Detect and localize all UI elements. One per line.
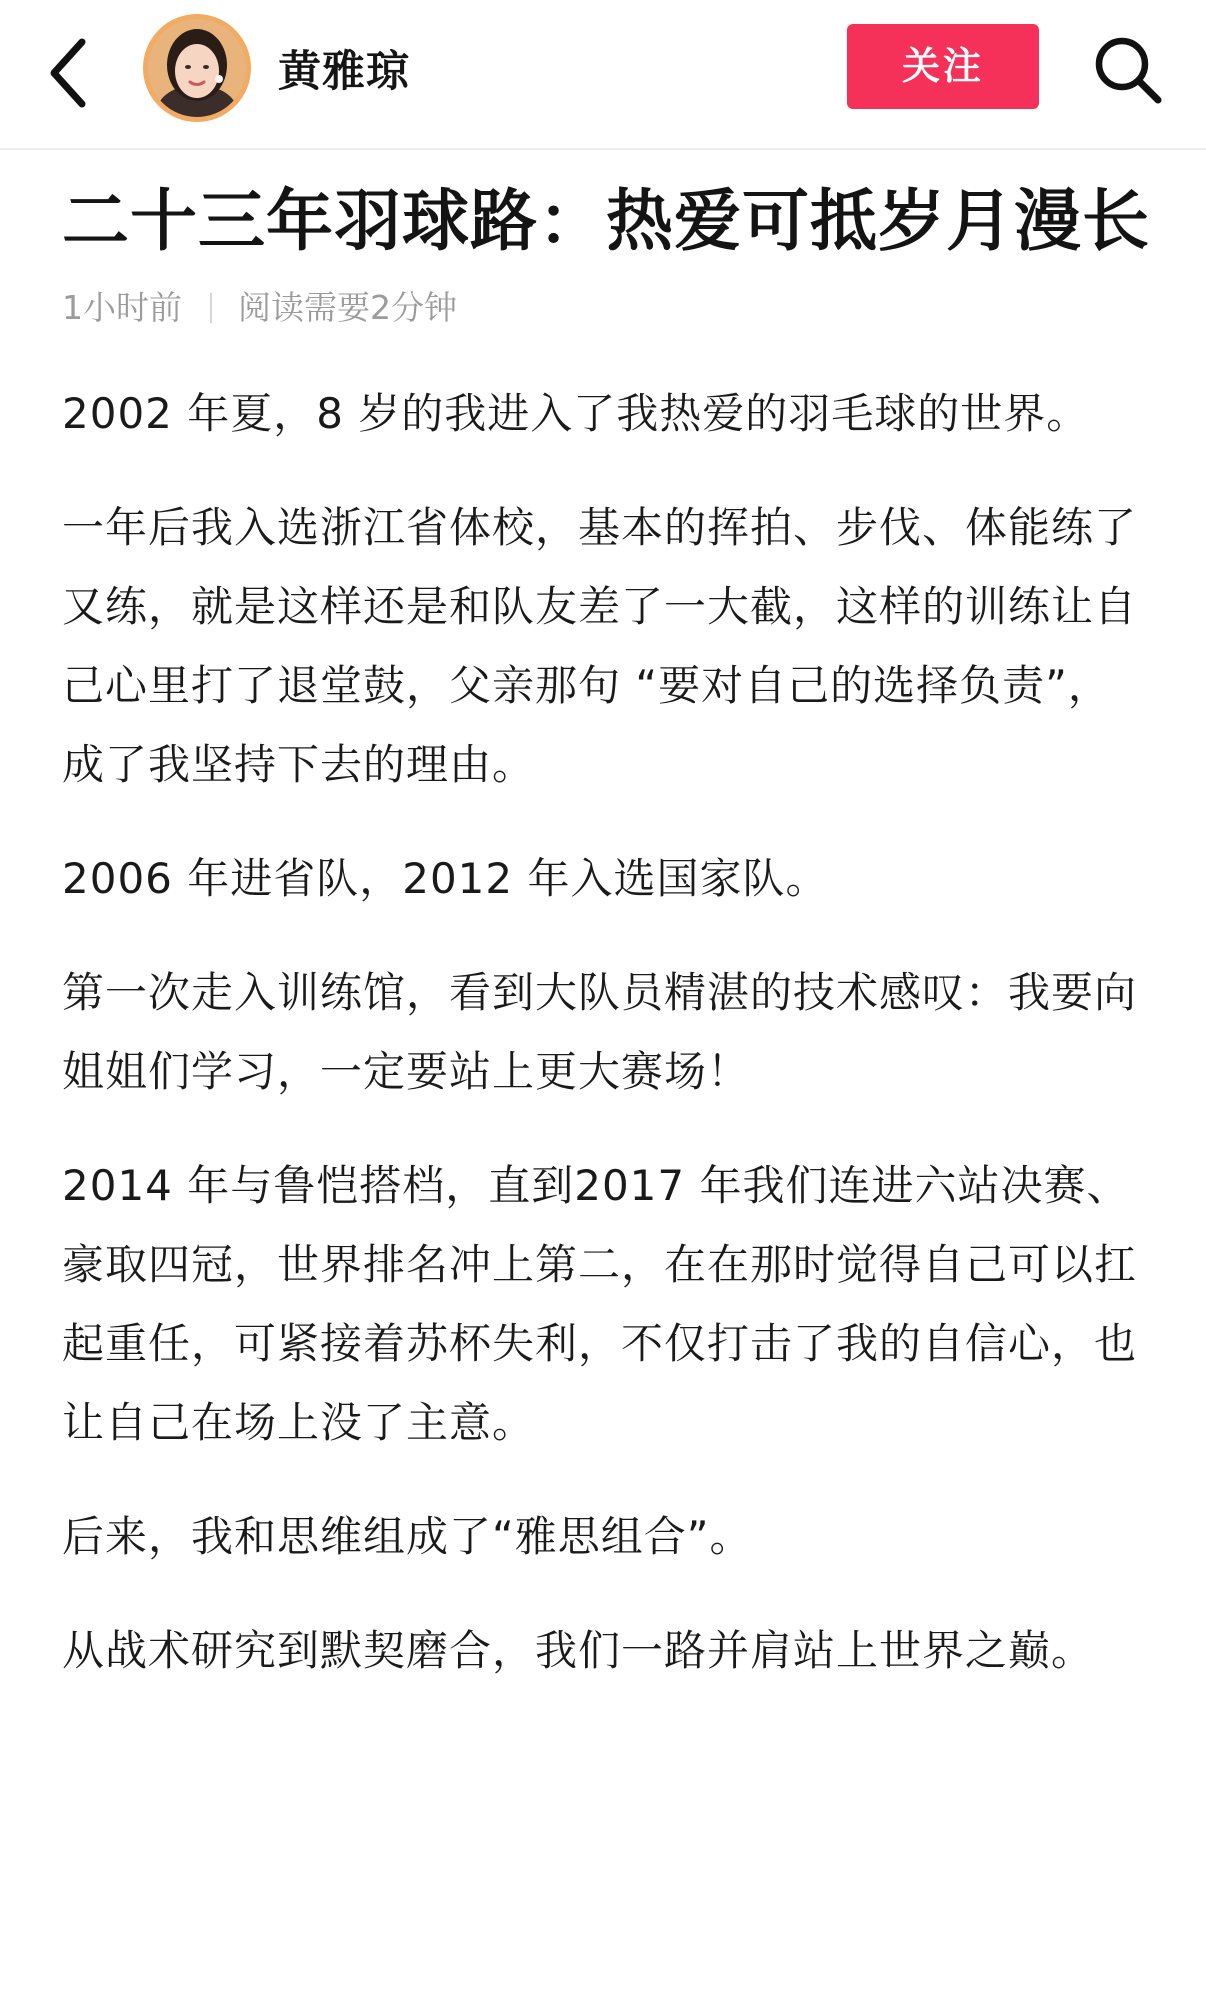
- author-name[interactable]: 黄雅琼: [278, 47, 410, 97]
- meta-divider: [210, 293, 212, 323]
- search-button[interactable]: [1088, 30, 1168, 110]
- paragraph: 后来，我和思维组成了“雅思组合”。: [62, 1512, 753, 1561]
- article-meta: [62, 286, 1152, 330]
- follow-button[interactable]: 关注: [847, 24, 1039, 109]
- publish-time: 1小时前: [62, 288, 182, 327]
- paragraph: 2002 年夏，8 岁的我进入了我热爱的羽毛球的世界。: [62, 389, 1090, 438]
- article-title: 二十三年羽球路：热爱可抵岁月漫长: [62, 182, 1150, 260]
- paragraph: 2006 年进省队，2012 年入选国家队。: [62, 854, 829, 903]
- search-icon: [1088, 30, 1168, 110]
- top-bar: [0, 0, 1206, 150]
- avatar-photo-icon: [148, 19, 246, 117]
- article-body: [62, 374, 1152, 1690]
- author-avatar[interactable]: [143, 14, 251, 122]
- paragraph: 从战术研究到默契磨合，我们一路并肩站上世界之巅。: [62, 1626, 1095, 1675]
- read-time: 阅读需要2分钟: [238, 288, 457, 327]
- paragraph: 第一次走入训练馆，看到大队员精湛的技术感叹：我要向姐姐们学习，一定要站上更大赛场！: [62, 968, 1138, 1096]
- chevron-left-icon: [38, 28, 108, 118]
- back-button[interactable]: [38, 28, 108, 118]
- paragraph: 一年后我入选浙江省体校，基本的挥拍、步伐、体能练了又练，就是这样还是和队友差了一大截，这样的训练让自己心里打了退堂鼓，父亲那句 “要对自己的选择负责”，成了我坚持下去的理由。: [62, 503, 1138, 789]
- paragraph: 2014 年与鲁恺搭档，直到2017 年我们连进六站决赛、豪取四冠，世界排名冲上第二，在在那时觉得自己可以扛起重任，可紧接着苏杯失利，不仅打击了我的自信心，也让自己在场上没了主意。: [62, 1161, 1138, 1447]
- article: [62, 150, 1152, 1725]
